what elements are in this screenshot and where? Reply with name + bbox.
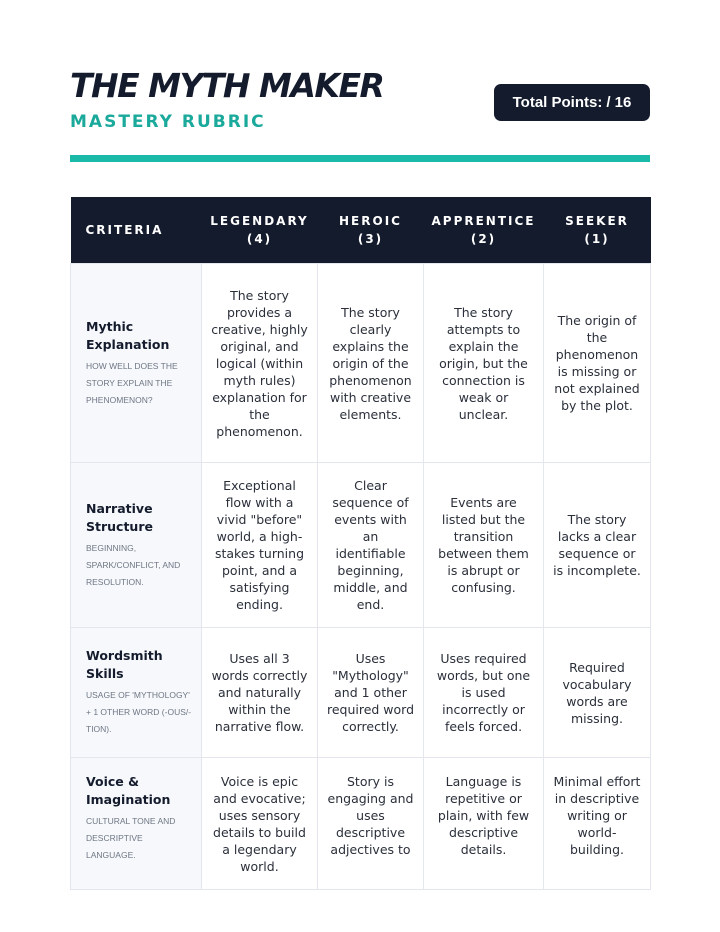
- level-header-apprentice: [424, 197, 544, 264]
- descriptor-cell-seeker: Minimal effort in descriptive writing or world-building.: [544, 758, 651, 890]
- level-name: SEEKER: [565, 214, 629, 228]
- level-header-legendary: [202, 197, 318, 264]
- descriptor-cell-heroic: Clear sequence of events with an identifiable beginning, middle, and end.: [318, 463, 424, 628]
- descriptor-cell-seeker: Required vocabulary words are missing.: [544, 628, 651, 758]
- descriptor-cell-legendary: Voice is epic and evocative; uses sensory details to build a legendary world.: [202, 758, 318, 890]
- descriptor-cell-apprentice: Uses required words, but one is used incorrectly or feels forced.: [424, 628, 544, 758]
- criterion-name: Mythic Explanation: [86, 318, 170, 352]
- criterion-description: BEGINNING, SPARK/CONFLICT, AND RESOLUTION.: [86, 542, 181, 587]
- descriptor-cell-heroic: Uses "Mythology" and 1 other required word correctly.: [318, 628, 424, 758]
- descriptor-cell-heroic: The story clearly explains the origin of the phenomenon with creative elements.: [318, 264, 424, 463]
- page-title: THE MYTH MAKER: [70, 66, 384, 105]
- descriptor-cell-legendary: Exceptional flow with a vivid "before" world, a high-stakes turning point, and a satisfying ending.: [202, 463, 318, 628]
- page-subtitle: MASTERY RUBRIC: [70, 112, 266, 132]
- level-points: (4): [246, 232, 273, 246]
- descriptor-cell-seeker: The story lacks a clear sequence or is incomplete.: [544, 463, 651, 628]
- header-row: [71, 197, 651, 264]
- criteria-column-header: CRITERIA: [71, 197, 202, 264]
- criterion-name: Wordsmith Skills: [86, 648, 163, 681]
- rubric-row-voice-imagination: [71, 758, 651, 890]
- criterion-cell: [71, 264, 202, 463]
- rubric-row-wordsmith-skills: [71, 628, 651, 758]
- descriptor-cell-apprentice: Language is repetitive or plain, with few descriptive details.: [424, 758, 544, 890]
- level-header-heroic: [318, 197, 424, 264]
- criterion-cell: [71, 463, 202, 628]
- criterion-cell: [71, 758, 202, 890]
- level-name: APPRENTICE: [431, 214, 536, 228]
- rubric-row-mythic-explanation: [71, 264, 651, 463]
- criterion-description: USAGE OF 'MYTHOLOGY' + 1 OTHER WORD (-OUS/-TION).: [86, 690, 192, 734]
- criterion-name: Voice & Imagination: [86, 774, 171, 807]
- descriptor-cell-legendary: The story provides a creative, highly original, and logical (within myth rules) explanation for the phenomenon.: [202, 264, 318, 463]
- total-points-value: / 16: [606, 94, 632, 111]
- level-header-seeker: [544, 197, 651, 264]
- descriptor-cell-apprentice: The story attempts to explain the origin, but the connection is weak or unclear.: [424, 264, 544, 463]
- level-name: LEGENDARY: [210, 214, 309, 228]
- descriptor-cell-heroic: Story is engaging and uses descriptive adjectives to: [318, 758, 424, 890]
- rubric-row-narrative-structure: [71, 463, 651, 628]
- descriptor-cell-apprentice: Events are listed but the transition between them is abrupt or confusing.: [424, 463, 544, 628]
- level-points: (1): [584, 232, 610, 246]
- level-points: (2): [470, 232, 497, 246]
- total-points-badge: [494, 84, 650, 121]
- level-points: (3): [357, 232, 384, 246]
- criterion-description: HOW WELL DOES THE STORY EXPLAIN THE PHENOMENON?: [86, 360, 178, 405]
- total-points-label: Total Points:: [512, 94, 603, 111]
- descriptor-cell-seeker: The origin of the phenomenon is missing or not explained by the plot.: [544, 264, 651, 463]
- criterion-name: Narrative Structure: [86, 500, 153, 534]
- criterion-cell: [71, 628, 202, 758]
- header-divider: [70, 155, 650, 162]
- descriptor-cell-legendary: Uses all 3 words correctly and naturally within the narrative flow.: [202, 628, 318, 758]
- level-name: HEROIC: [339, 214, 402, 228]
- criterion-description: CULTURAL TONE AND DESCRIPTIVE LANGUAGE.: [86, 816, 176, 860]
- rubric-table: [70, 197, 651, 890]
